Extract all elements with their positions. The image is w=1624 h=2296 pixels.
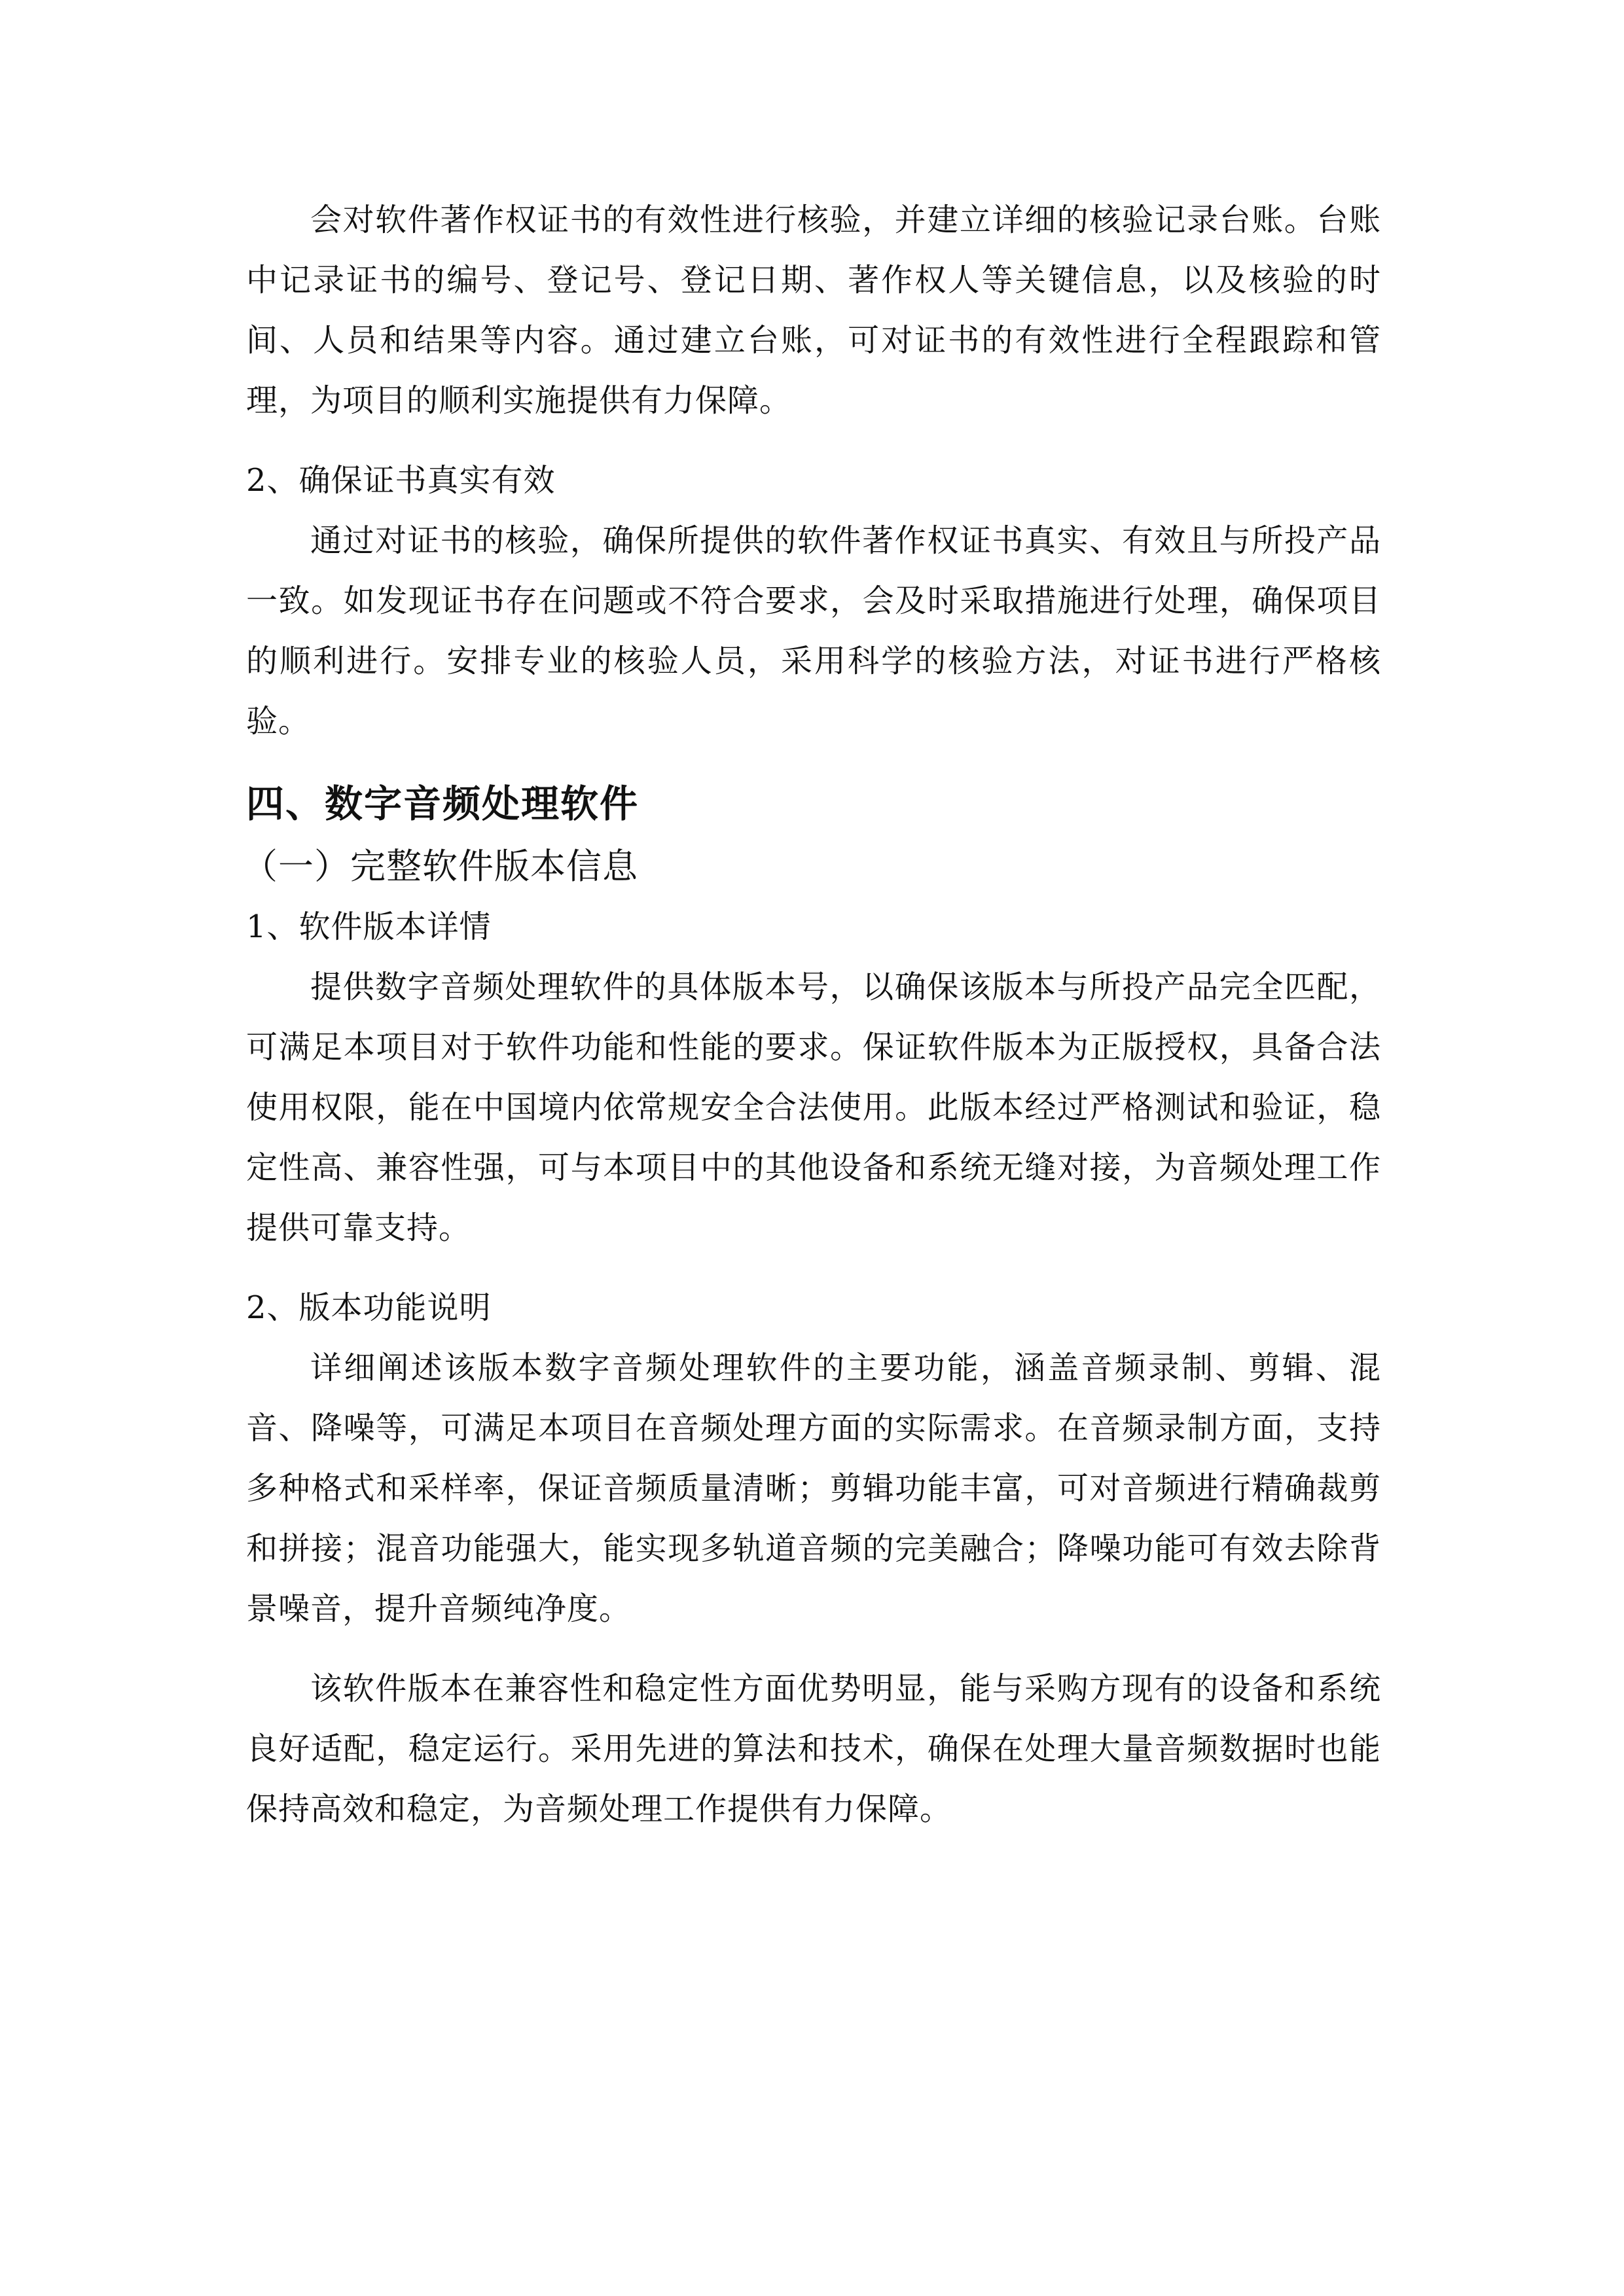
item-2-body-2: 该软件版本在兼容性和稳定性方面优势明显，能与采购方现有的设备和系统良好适配，稳定运行。采用先进的算法和技术，确保在处理大量音频数据时也能保持高效和稳定，为音频处理工作提供有力保障。 <box>246 1670 1381 1827</box>
item-2-title: 2、版本功能说明 <box>246 1289 492 1326</box>
item-2-body-1: 详细阐述该版本数字音频处理软件的主要功能，涵盖音频录制、剪辑、混音、降噪等，可满足本项目在音频处理方面的实际需求。在音频录制方面，支持多种格式和采样率，保证音频质量清晰；剪辑功能丰富，可对音频进行精确裁剪和拼接；混音功能强大，能实现多轨道音频的完美融合；降噪功能可有效去除背景噪音，提升音频纯净度。 <box>246 1350 1381 1627</box>
chapter-4-title: 四、数字音频处理软件 <box>246 781 640 826</box>
section-2-body: 通过对证书的核验，确保所提供的软件著作权证书真实、有效且与所投产品一致。如发现证书存在问题或不符合要求，会及时采取措施进行处理，确保项目的顺利进行。安排专业的核验人员，采用科学的核验方法，对证书进行严格核验。 <box>246 522 1381 740</box>
item-1-body: 提供数字音频处理软件的具体版本号，以确保该版本与所投产品完全匹配，可满足本项目对于软件功能和性能的要求。保证软件版本为正版授权，具备合法使用权限，能在中国境内依常规安全合法使用。此版本经过严格测试和验证，稳定性高、兼容性强，可与本项目中的其他设备和系统无缝对接，为音频处理工作提供可靠支持。 <box>246 969 1381 1246</box>
document-body <box>242 190 1381 1839</box>
section-2-title: 2、确保证书真实有效 <box>246 462 556 499</box>
continued-paragraph: 会对软件著作权证书的有效性进行核验，并建立详细的核验记录台账。台账中记录证书的编号、登记号、登记日期、著作权人等关键信息，以及核验的时间、人员和结果等内容。通过建立台账，可对证书的有效性进行全程跟踪和管理，为项目的顺利实施提供有力保障。 <box>246 202 1381 419</box>
subsection-1-title: （一）完整软件版本信息 <box>242 846 638 887</box>
item-1-title: 1、软件版本详情 <box>246 908 492 945</box>
